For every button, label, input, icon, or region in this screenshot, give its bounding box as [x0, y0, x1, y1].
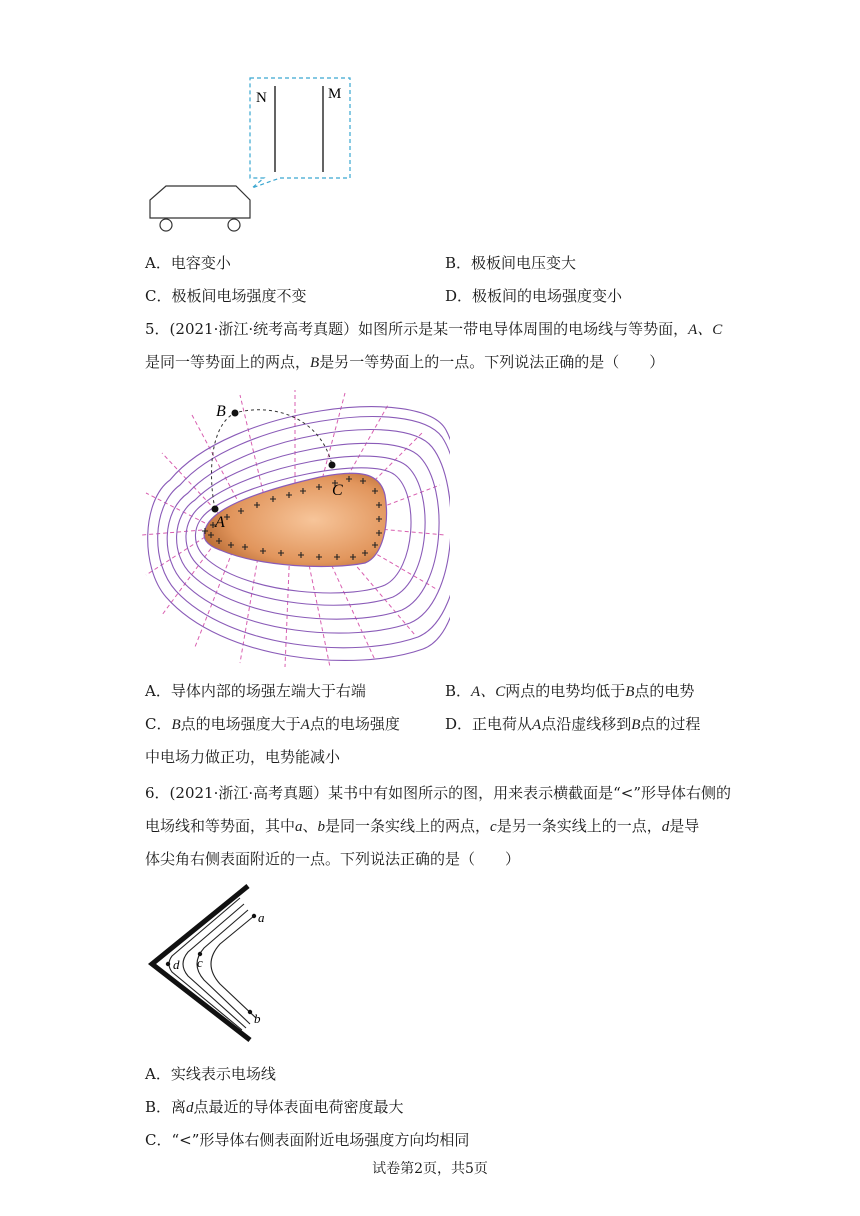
point-b — [248, 1010, 252, 1014]
plate-n-label: N — [256, 90, 267, 106]
plate-m-label: M — [328, 86, 342, 102]
q6-stem-line3: 体尖角右侧表面附近的一点。下列说法正确的是（ ） — [145, 850, 521, 868]
q4-option-d: D．极板间的电场强度变小 — [445, 287, 623, 305]
q5-stem-line1: 5．(2021·浙江·统考高考真题）如图所示是某一带电导体周围的电场线与等势面，A、C — [145, 320, 723, 338]
q5-option-d-line2: 中电场力做正功，电势能减小 — [145, 748, 341, 766]
q6-option-a: A．实线表示电场线 — [145, 1065, 276, 1083]
label-c: c — [197, 955, 203, 970]
label-b: b — [254, 1011, 261, 1026]
q6-stem-line1: 6．(2021·浙江·高考真题）某书中有如图所示的图，用来表示横截面是“<”形导体右侧的 — [145, 784, 732, 802]
conductor — [204, 473, 386, 566]
q6-figure — [140, 880, 280, 1045]
q5-option-d: D．正电荷从A点沿虚线移到B点的过程 — [445, 715, 701, 733]
page-footer: 试卷第2页，共5页 — [372, 1161, 488, 1177]
q4-figure — [140, 70, 360, 240]
q6-option-c: C．“<”形导体右侧表面附近电场强度方向均相同 — [145, 1131, 470, 1149]
q5-figure — [140, 385, 450, 670]
q5-stem-line2: 是同一等势面上的两点，B是另一等势面上的一点。下列说法正确的是（ ） — [145, 353, 665, 371]
q4-option-c: C．极板间电场强度不变 — [145, 287, 307, 305]
q5-option-b: B．A、C两点的电势均低于B点的电势 — [445, 682, 695, 700]
label-b: B — [216, 403, 226, 420]
point-d — [166, 962, 170, 966]
q4-option-a: A．电容变小 — [145, 254, 231, 272]
label-a: A — [215, 514, 225, 531]
label-a: a — [258, 910, 265, 925]
label-d: d — [173, 957, 180, 972]
label-c: C — [332, 482, 343, 499]
point-b — [232, 410, 239, 417]
point-c — [329, 462, 336, 469]
car-wheel-right — [228, 219, 240, 231]
car-wheel-left — [160, 219, 172, 231]
q6-stem-line2: 电场线和等势面，其中a、b是同一条实线上的两点，c是另一条实线上的一点，d是导 — [145, 817, 700, 835]
q6-option-b: B．离d点最近的导体表面电荷密度最大 — [145, 1098, 404, 1116]
q5-option-c: C．B点的电场强度大于A点的电场强度 — [145, 715, 400, 733]
q5-option-a: A．导体内部的场强左端大于右端 — [145, 682, 366, 700]
point-a — [212, 506, 219, 513]
q4-option-b: B．极板间电压变大 — [445, 254, 577, 272]
car-body — [150, 186, 250, 218]
point-a — [252, 914, 256, 918]
